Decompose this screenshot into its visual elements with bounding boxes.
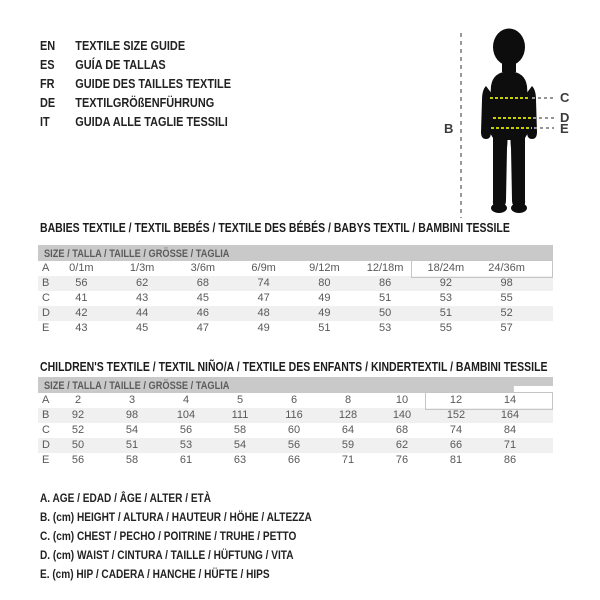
legend-item: B. (cm) HEIGHT / ALTURA / HAUTEUR / HÖHE / ALTEZZA <box>40 510 312 524</box>
table-cell: 0/1m <box>69 262 94 274</box>
language-row <box>40 36 231 55</box>
table-cell: 74 <box>449 424 463 436</box>
language-code: DE <box>40 95 56 110</box>
table-cell: 56 <box>71 454 85 466</box>
table-cell: 56 <box>179 424 193 436</box>
table-cell: 60 <box>287 424 301 436</box>
language-row <box>40 55 231 74</box>
table-cell: 80 <box>318 277 331 289</box>
table-row <box>38 408 553 423</box>
table-cell: 55 <box>500 292 513 304</box>
waist-measure-line-d <box>493 117 531 119</box>
table-cell: 46 <box>196 307 209 319</box>
guide-title: TEXTILE SIZE GUIDE <box>75 38 186 53</box>
row-letter: A <box>42 262 50 274</box>
chest-leader-line-c <box>532 97 554 99</box>
guide-title: TEXTILGRÖßENFÜHRUNG <box>75 95 215 110</box>
row-letter: A <box>42 394 50 406</box>
table-cell: 63 <box>233 454 247 466</box>
row-letter: E <box>42 322 50 334</box>
language-code: EN <box>40 38 56 53</box>
table-cell: 52 <box>71 424 85 436</box>
table-cell: 68 <box>395 424 409 436</box>
table-cell: 152 <box>446 409 466 421</box>
table-cell: 50 <box>379 307 392 319</box>
table-cell: 58 <box>233 424 247 436</box>
row-values <box>51 438 537 453</box>
table-cell: 8 <box>344 394 352 406</box>
table-cell: 47 <box>257 292 270 304</box>
table-cell: 49 <box>257 322 270 334</box>
size-header-bar <box>38 377 553 393</box>
table-cell: 45 <box>196 292 209 304</box>
language-code: IT <box>40 114 50 129</box>
table-cell: 64 <box>341 424 355 436</box>
table-cell: 6 <box>290 394 298 406</box>
guide-title: GUÍA DE TALLAS <box>75 57 166 72</box>
table-cell: 54 <box>233 439 247 451</box>
table-cell: 51 <box>439 307 452 319</box>
row-values <box>51 291 537 306</box>
table-cell: 2 <box>74 394 82 406</box>
chest-measure-line-c <box>490 97 530 99</box>
legend-item: C. (cm) CHEST / PECHO / POITRINE / TRUHE / PETTO <box>40 529 297 543</box>
table-cell: 41 <box>75 292 88 304</box>
table-row <box>38 438 553 453</box>
table-cell: 98 <box>125 409 139 421</box>
row-letter: D <box>42 439 50 451</box>
child-silhouette-icon <box>472 28 544 216</box>
table-cell: 111 <box>231 409 249 421</box>
row-letter: C <box>42 292 50 304</box>
table-cell: 12 <box>449 394 463 406</box>
table-cell: 54 <box>125 424 139 436</box>
table-cell: 49 <box>318 292 331 304</box>
table-cell: 57 <box>500 322 513 334</box>
children-table-title: CHILDREN'S TEXTILE / TEXTIL NIÑO/A / TEXTILE DES ENFANTS / KINDERTEXTIL / BAMBINI TESSILE <box>40 360 548 374</box>
table-row <box>38 423 553 438</box>
table-row <box>38 306 553 321</box>
table-cell: 164 <box>500 409 520 421</box>
table-cell: 58 <box>125 454 139 466</box>
table-cell: 3 <box>128 394 136 406</box>
table-cell: 140 <box>392 409 412 421</box>
row-values <box>51 408 537 423</box>
table-row <box>38 453 553 468</box>
highlight-box <box>411 260 553 278</box>
size-header-bar <box>38 245 553 261</box>
table-cell: 43 <box>75 322 88 334</box>
table-cell: 66 <box>449 439 463 451</box>
row-values <box>51 453 537 468</box>
legend-item: A. AGE / EDAD / ÂGE / ALTER / ETÀ <box>40 491 212 505</box>
guide-title: GUIDE DES TAILLES TEXTILE <box>75 76 232 91</box>
table-cell: 59 <box>341 439 355 451</box>
table-cell: 62 <box>136 277 149 289</box>
table-row <box>38 276 553 291</box>
legend-item: D. (cm) WAIST / CINTURA / TAILLE / HÜFTUNG / VITA <box>40 548 294 562</box>
table-cell: 1/3m <box>129 262 155 274</box>
highlight-box <box>425 392 553 410</box>
table-cell: 52 <box>500 307 513 319</box>
table-cell: 55 <box>439 322 452 334</box>
row-letter: E <box>42 454 50 466</box>
guide-title: GUIDA ALLE TAGLIE TESSILI <box>75 114 228 129</box>
table-cell: 5 <box>236 394 244 406</box>
table-cell: 10 <box>395 394 409 406</box>
table-cell: 42 <box>75 307 88 319</box>
table-cell: 45 <box>136 322 149 334</box>
table-cell: 51 <box>125 439 139 451</box>
table-cell: 76 <box>395 454 409 466</box>
table-cell: 92 <box>71 409 85 421</box>
table-cell: 66 <box>287 454 301 466</box>
table-cell: 98 <box>500 277 513 289</box>
table-cell: 92 <box>439 277 452 289</box>
table-cell: 56 <box>75 277 88 289</box>
table-cell: 53 <box>439 292 452 304</box>
label-c: C <box>560 90 570 105</box>
label-e: E <box>560 121 569 136</box>
table-cell: 71 <box>503 439 517 451</box>
table-row <box>38 321 553 336</box>
table-cell: 68 <box>196 277 209 289</box>
row-values <box>51 423 537 438</box>
table-cell: 44 <box>136 307 149 319</box>
row-values <box>51 321 537 336</box>
measurement-legend <box>40 489 364 584</box>
table-cell: 47 <box>196 322 209 334</box>
language-row <box>40 112 231 131</box>
hip-leader-line-e <box>534 127 554 129</box>
table-cell: 24/36m <box>488 262 525 274</box>
table-cell: 104 <box>176 409 196 421</box>
waist-leader-line-d <box>533 117 554 119</box>
table-cell: 74 <box>257 277 270 289</box>
table-cell: 9/12m <box>309 262 340 274</box>
children-size-table <box>38 377 553 468</box>
size-header-label: SIZE / TALLA / TAILLE / GRÖSSE / TAGLIA <box>44 248 230 260</box>
table-cell: 51 <box>318 322 331 334</box>
row-letter: D <box>42 307 50 319</box>
row-values <box>51 306 537 321</box>
language-title-list <box>40 36 267 131</box>
babies-size-table <box>38 245 553 336</box>
table-cell: 18/24m <box>427 262 465 274</box>
table-cell: 84 <box>503 424 517 436</box>
label-d: D <box>560 110 570 125</box>
table-cell: 61 <box>179 454 193 466</box>
table-row <box>38 291 553 306</box>
row-letter: C <box>42 424 50 436</box>
table-cell: 3/6m <box>190 262 216 274</box>
table-cell: 128 <box>338 409 358 421</box>
table-cell: 6/9m <box>251 262 276 274</box>
row-letter: B <box>42 277 50 289</box>
table-cell: 56 <box>287 439 301 451</box>
language-row <box>40 93 231 112</box>
table-cell: 12/18m <box>366 262 404 274</box>
row-values <box>51 276 537 291</box>
language-row <box>40 74 231 93</box>
table-cell: 51 <box>379 292 392 304</box>
language-code: FR <box>40 76 55 91</box>
table-cell: 53 <box>179 439 193 451</box>
label-b: B <box>444 121 454 136</box>
table-cell: 14 <box>503 394 517 406</box>
table-cell: 86 <box>379 277 392 289</box>
table-cell: 53 <box>379 322 392 334</box>
language-code: ES <box>40 57 55 72</box>
hip-measure-line-e <box>491 127 532 129</box>
table-cell: 71 <box>341 454 355 466</box>
legend-item: E. (cm) HIP / CADERA / HANCHE / HÜFTE / HIPS <box>40 567 270 581</box>
table-cell: 49 <box>318 307 331 319</box>
table-cell: 116 <box>285 409 303 421</box>
table-cell: 4 <box>182 394 190 406</box>
table-cell: 50 <box>71 439 85 451</box>
height-measure-line-b <box>460 33 462 218</box>
table-cell: 62 <box>395 439 409 451</box>
row-letter: B <box>42 409 50 421</box>
size-header-label: SIZE / TALLA / TAILLE / GRÖSSE / TAGLIA <box>44 380 230 392</box>
table-cell: 43 <box>136 292 149 304</box>
table-cell: 81 <box>449 454 463 466</box>
babies-table-title: BABIES TEXTILE / TEXTIL BEBÉS / TEXTILE DES BÉBÉS / BABYS TEXTIL / BAMBINI TESSILE <box>40 221 510 235</box>
table-cell: 48 <box>257 307 270 319</box>
table-cell: 86 <box>503 454 517 466</box>
